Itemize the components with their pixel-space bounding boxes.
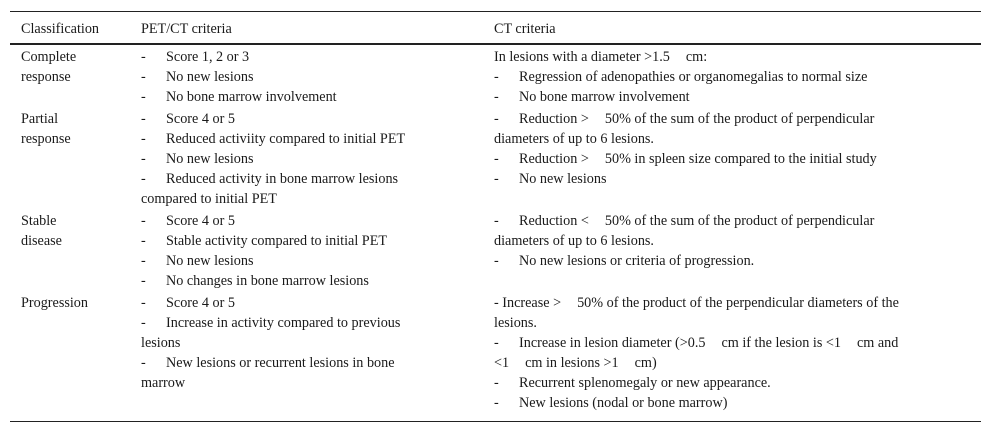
list-item bbox=[141, 251, 441, 271]
bullet-dash: - bbox=[494, 213, 499, 229]
bullet-dash: - bbox=[494, 335, 499, 351]
cell-text: No new lesions bbox=[166, 253, 254, 269]
cell-text: cm: bbox=[685, 49, 708, 65]
cell-text: In lesions with a diameter >1.5 bbox=[494, 49, 670, 65]
table-header bbox=[10, 12, 981, 45]
petct-cell bbox=[141, 47, 441, 107]
ct-cell bbox=[494, 47, 964, 107]
cell-text: Reduction > bbox=[519, 151, 589, 167]
cell-text: cm if the lesion is <1 bbox=[721, 335, 841, 351]
cell-text: cm and bbox=[856, 335, 899, 351]
list-item bbox=[494, 149, 964, 169]
classification-cell bbox=[21, 211, 131, 251]
bullet-dash: - bbox=[141, 253, 146, 269]
cell-text: Stable activity compared to initial PET bbox=[166, 233, 388, 249]
list-item bbox=[141, 211, 441, 231]
cell-text: Reduction < bbox=[519, 213, 589, 229]
list-item bbox=[141, 169, 441, 189]
table-row bbox=[10, 109, 981, 211]
cell-text: Progression bbox=[21, 295, 88, 311]
cell-text: No bone marrow involvement bbox=[519, 89, 690, 105]
cell-text: No new lesions bbox=[166, 69, 254, 85]
cell-text: Regression of adenopathies or organomegalias to normal size bbox=[519, 69, 868, 85]
cell-text: Recurrent splenomegaly or new appearance. bbox=[519, 375, 771, 391]
list-item bbox=[141, 149, 441, 169]
cell-text: Score 1, 2 or 3 bbox=[166, 49, 250, 65]
cell-text: Score 4 or 5 bbox=[166, 111, 235, 127]
cell-text: Score 4 or 5 bbox=[166, 295, 235, 311]
text-line bbox=[494, 293, 964, 313]
cell-text: Increase in activity compared to previous bbox=[166, 315, 401, 331]
bullet-dash: - bbox=[494, 89, 499, 105]
classification-cell bbox=[21, 293, 131, 313]
bullet-dash: - bbox=[141, 89, 146, 105]
cell-text: cm in lesions >1 bbox=[525, 355, 619, 371]
ct-cell bbox=[494, 211, 964, 271]
bullet-dash: - bbox=[494, 395, 499, 411]
petct-cell bbox=[141, 293, 441, 393]
list-item bbox=[141, 67, 441, 87]
table-row bbox=[10, 293, 981, 421]
bullet-dash: - bbox=[141, 151, 146, 167]
list-item bbox=[141, 313, 441, 333]
list-item bbox=[494, 251, 964, 271]
list-item bbox=[494, 373, 964, 393]
cell-text: No bone marrow involvement bbox=[166, 89, 337, 105]
cell-text: diameters of up to 6 lesions. bbox=[494, 233, 654, 249]
classification-cell bbox=[21, 47, 131, 87]
bullet-dash: - bbox=[494, 171, 499, 187]
classification-cell bbox=[21, 109, 131, 149]
bullet-dash: - bbox=[141, 295, 146, 311]
cell-text: cm) bbox=[634, 355, 657, 371]
list-item bbox=[494, 211, 964, 231]
cell-text: Complete bbox=[21, 49, 77, 65]
cell-text: New lesions or recurrent lesions in bone bbox=[166, 355, 395, 371]
bullet-dash: - bbox=[494, 151, 499, 167]
list-item bbox=[494, 169, 964, 189]
cell-text: 50% of the product of the perpendicular diameters of the bbox=[577, 295, 899, 311]
cell-text: New lesions (nodal or bone marrow) bbox=[519, 395, 728, 411]
cell-text: Score 4 or 5 bbox=[166, 213, 235, 229]
table-row bbox=[10, 211, 981, 293]
list-item bbox=[494, 109, 964, 129]
cell-text: 50% in spleen size compared to the initial study bbox=[604, 151, 877, 167]
list-item bbox=[494, 87, 964, 107]
bullet-dash: - bbox=[494, 253, 499, 269]
cell-text: - Increase > bbox=[494, 295, 562, 311]
bullet-dash: - bbox=[141, 315, 146, 331]
petct-cell bbox=[141, 109, 441, 209]
list-item bbox=[141, 231, 441, 251]
list-item bbox=[141, 87, 441, 107]
bullet-dash: - bbox=[141, 111, 146, 127]
cell-text: Reduced activity in bone marrow lesions bbox=[166, 171, 399, 187]
cell-text: Reduction > bbox=[519, 111, 589, 127]
cell-text: diameters of up to 6 lesions. bbox=[494, 131, 654, 147]
list-item bbox=[141, 293, 441, 313]
bullet-dash: - bbox=[141, 131, 146, 147]
criteria-table bbox=[10, 11, 981, 422]
bullet-dash: - bbox=[141, 213, 146, 229]
header-classification: Classification bbox=[21, 21, 100, 37]
bullet-dash: - bbox=[141, 49, 146, 65]
cell-text: 50% of the sum of the product of perpendicular bbox=[604, 111, 875, 127]
ct-cell bbox=[494, 109, 964, 189]
cell-text: Stable bbox=[21, 213, 57, 229]
bullet-dash: - bbox=[494, 375, 499, 391]
cell-text: Increase in lesion diameter (>0.5 bbox=[519, 335, 706, 351]
list-item bbox=[141, 129, 441, 149]
cell-text: response bbox=[21, 131, 71, 147]
cell-text: <1 bbox=[494, 355, 510, 371]
cell-text: marrow bbox=[141, 375, 186, 391]
cell-text: No new lesions or criteria of progression. bbox=[519, 253, 755, 269]
cell-text: Reduced activiity compared to initial PET bbox=[166, 131, 406, 147]
cell-text: No changes in bone marrow lesions bbox=[166, 273, 369, 289]
list-item bbox=[141, 271, 441, 291]
list-item bbox=[494, 333, 964, 353]
bullet-dash: - bbox=[494, 111, 499, 127]
cell-text: disease bbox=[21, 233, 62, 249]
table-row bbox=[10, 47, 981, 109]
bullet-dash: - bbox=[141, 171, 146, 187]
cell-text: No new lesions bbox=[519, 171, 607, 187]
cell-text: compared to initial PET bbox=[141, 191, 277, 207]
list-item bbox=[494, 393, 964, 413]
cell-text: No new lesions bbox=[166, 151, 254, 167]
list-item bbox=[141, 109, 441, 129]
text-line bbox=[494, 353, 964, 373]
cell-text: lesions. bbox=[494, 315, 537, 331]
bullet-dash: - bbox=[494, 69, 499, 85]
petct-cell bbox=[141, 211, 441, 291]
header-petct: PET/CT criteria bbox=[141, 21, 232, 37]
list-item bbox=[494, 67, 964, 87]
cell-text: response bbox=[21, 69, 71, 85]
cell-text: lesions bbox=[141, 335, 181, 351]
list-item bbox=[141, 353, 441, 373]
header-ct: CT criteria bbox=[494, 21, 556, 37]
bullet-dash: - bbox=[141, 69, 146, 85]
cell-text: 50% of the sum of the product of perpendicular bbox=[604, 213, 875, 229]
ct-cell bbox=[494, 293, 964, 413]
list-item bbox=[141, 47, 441, 67]
bullet-dash: - bbox=[141, 273, 146, 289]
bullet-dash: - bbox=[141, 355, 146, 371]
bullet-dash: - bbox=[141, 233, 146, 249]
cell-text: Partial bbox=[21, 111, 59, 127]
text-line bbox=[494, 47, 964, 67]
